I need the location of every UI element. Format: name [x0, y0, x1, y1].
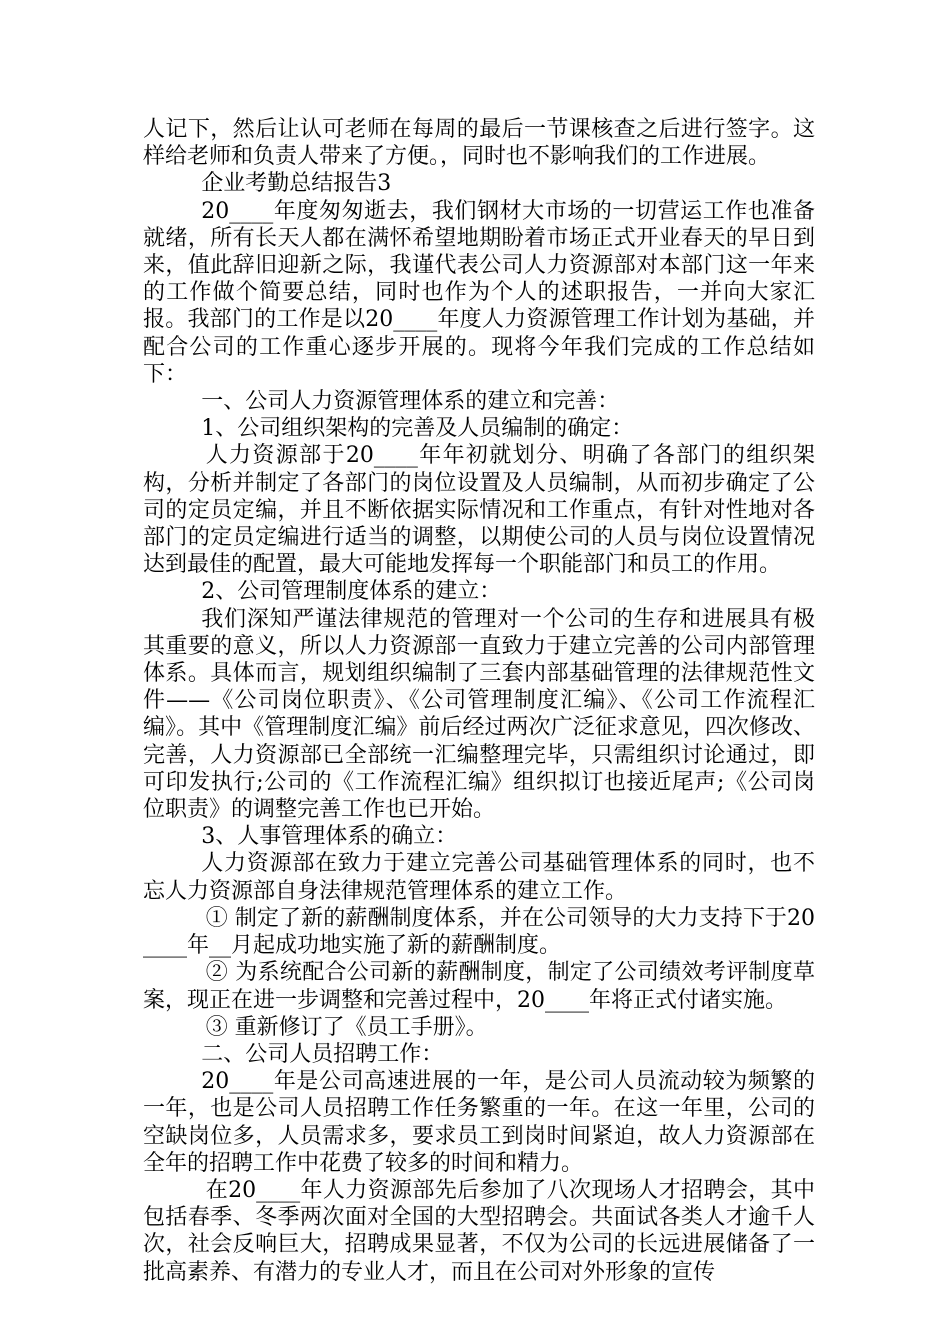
paragraph: 我们深知严谨法律规范的管理对一个公司的生存和进展具有极其重要的意义，所以人力资源部一直致力于建立完善的公司内部管理体系。具体而言，规划组织编制了三套内部基础管理的法律规范性文件——《公司岗位职责》、《公司管理制度汇编》、《公司工作流程汇编》。其中《管理制度汇编》前后经过两次广泛征求意见，四次修改、完善，人力资源部已全部统一汇编整理完毕，只需组织讨论通过，即可印发执行;公司的《工作流程汇编》组织拟订也接近尾声;《公司岗位职责》的调整完善工作也已开始。 [143, 606, 815, 823]
section-title: 企业考勤总结报告3 [201, 171, 392, 197]
paragraph-continuation: 人记下，然后让认可老师在每周的最后一节课核查之后进行签字。这样给老师和负责人带来了方便。，同时也不影响我们的工作进展。 [143, 117, 815, 170]
paragraph: 20____年是公司高速进展的一年，是公司人员流动较为频繁的一年，也是公司人员招聘工作任务繁重的一年。在这一年里，公司的空缺岗位多，人员需求多，要求员工到岗时间紧迫，故人力资源部在全年的招聘工作中花费了较多的时间和精力。 [143, 1069, 815, 1176]
heading-level2: 1、公司组织架构的完善及人员编制的确定： [201, 416, 634, 442]
paragraph: 人力资源部于20____年年初就划分、明确了各部门的组织架构，分析并制定了各部门的岗位设置及人员编制，从而初步确定了公司的定员定编，并且不断依据实际情况和工作重点，有针对性地对各部门的定员定编进行适当的调整，以期使公司的人员与岗位设置情况达到最佳的配置，最大可能地发挥每一个职能部门和员工的作用。 [143, 443, 815, 578]
paragraph: 20____年度匆匆逝去，我们钢材大市场的一切营运工作也准备就绪，所有长天人都在满怀希望地期盼着市场正式开业春天的早日到来，值此辞旧迎新之际，我谨代表公司人力资源部对本部门这一年来的工作做个简要总结，同时也作为个人的述职报告，一并向大家汇报。我部门的工作是以20____年度人力资源管理工作计划为基础，并配合公司的工作重心逐步开展的。现将今年我们完成的工作总结如下： [143, 198, 815, 387]
heading-level2: 2、公司管理制度体系的建立： [201, 579, 502, 605]
paragraph: 人力资源部在致力于建立完善公司基础管理体系的同时，也不忘人力资源部自身法律规范管理体系的建立工作。 [143, 851, 815, 904]
list-item: ② 为系统配合公司新的薪酬制度，制定了公司绩效考评制度草案，现正在进一步调整和完善过程中，20____年将正式付诸实施。 [143, 960, 815, 1013]
heading-level1: 一、公司人力资源管理体系的建立和完善： [201, 389, 620, 415]
heading-level2: 3、人事管理体系的确立： [201, 824, 458, 850]
paragraph: 在20____年人力资源部先后参加了八次现场人才招聘会，其中包括春季、冬季两次面对全国的大型招聘会。共面试各类人才逾千人次，社会反响巨大，招聘成果显著，不仅为公司的长远进展储备了一批高素养、有潜力的专业人才，而且在公司对外形象的宣传 [143, 1177, 815, 1285]
list-item: ① 制定了新的薪酬制度体系，并在公司领导的大力支持下于20____年__月起成功地实施了新的薪酬制度。 [143, 905, 815, 959]
heading-level1: 二、公司人员招聘工作： [201, 1041, 444, 1067]
document-page [143, 116, 815, 1286]
list-item: ③ 重新修订了《员工手册》。 [205, 1014, 488, 1040]
